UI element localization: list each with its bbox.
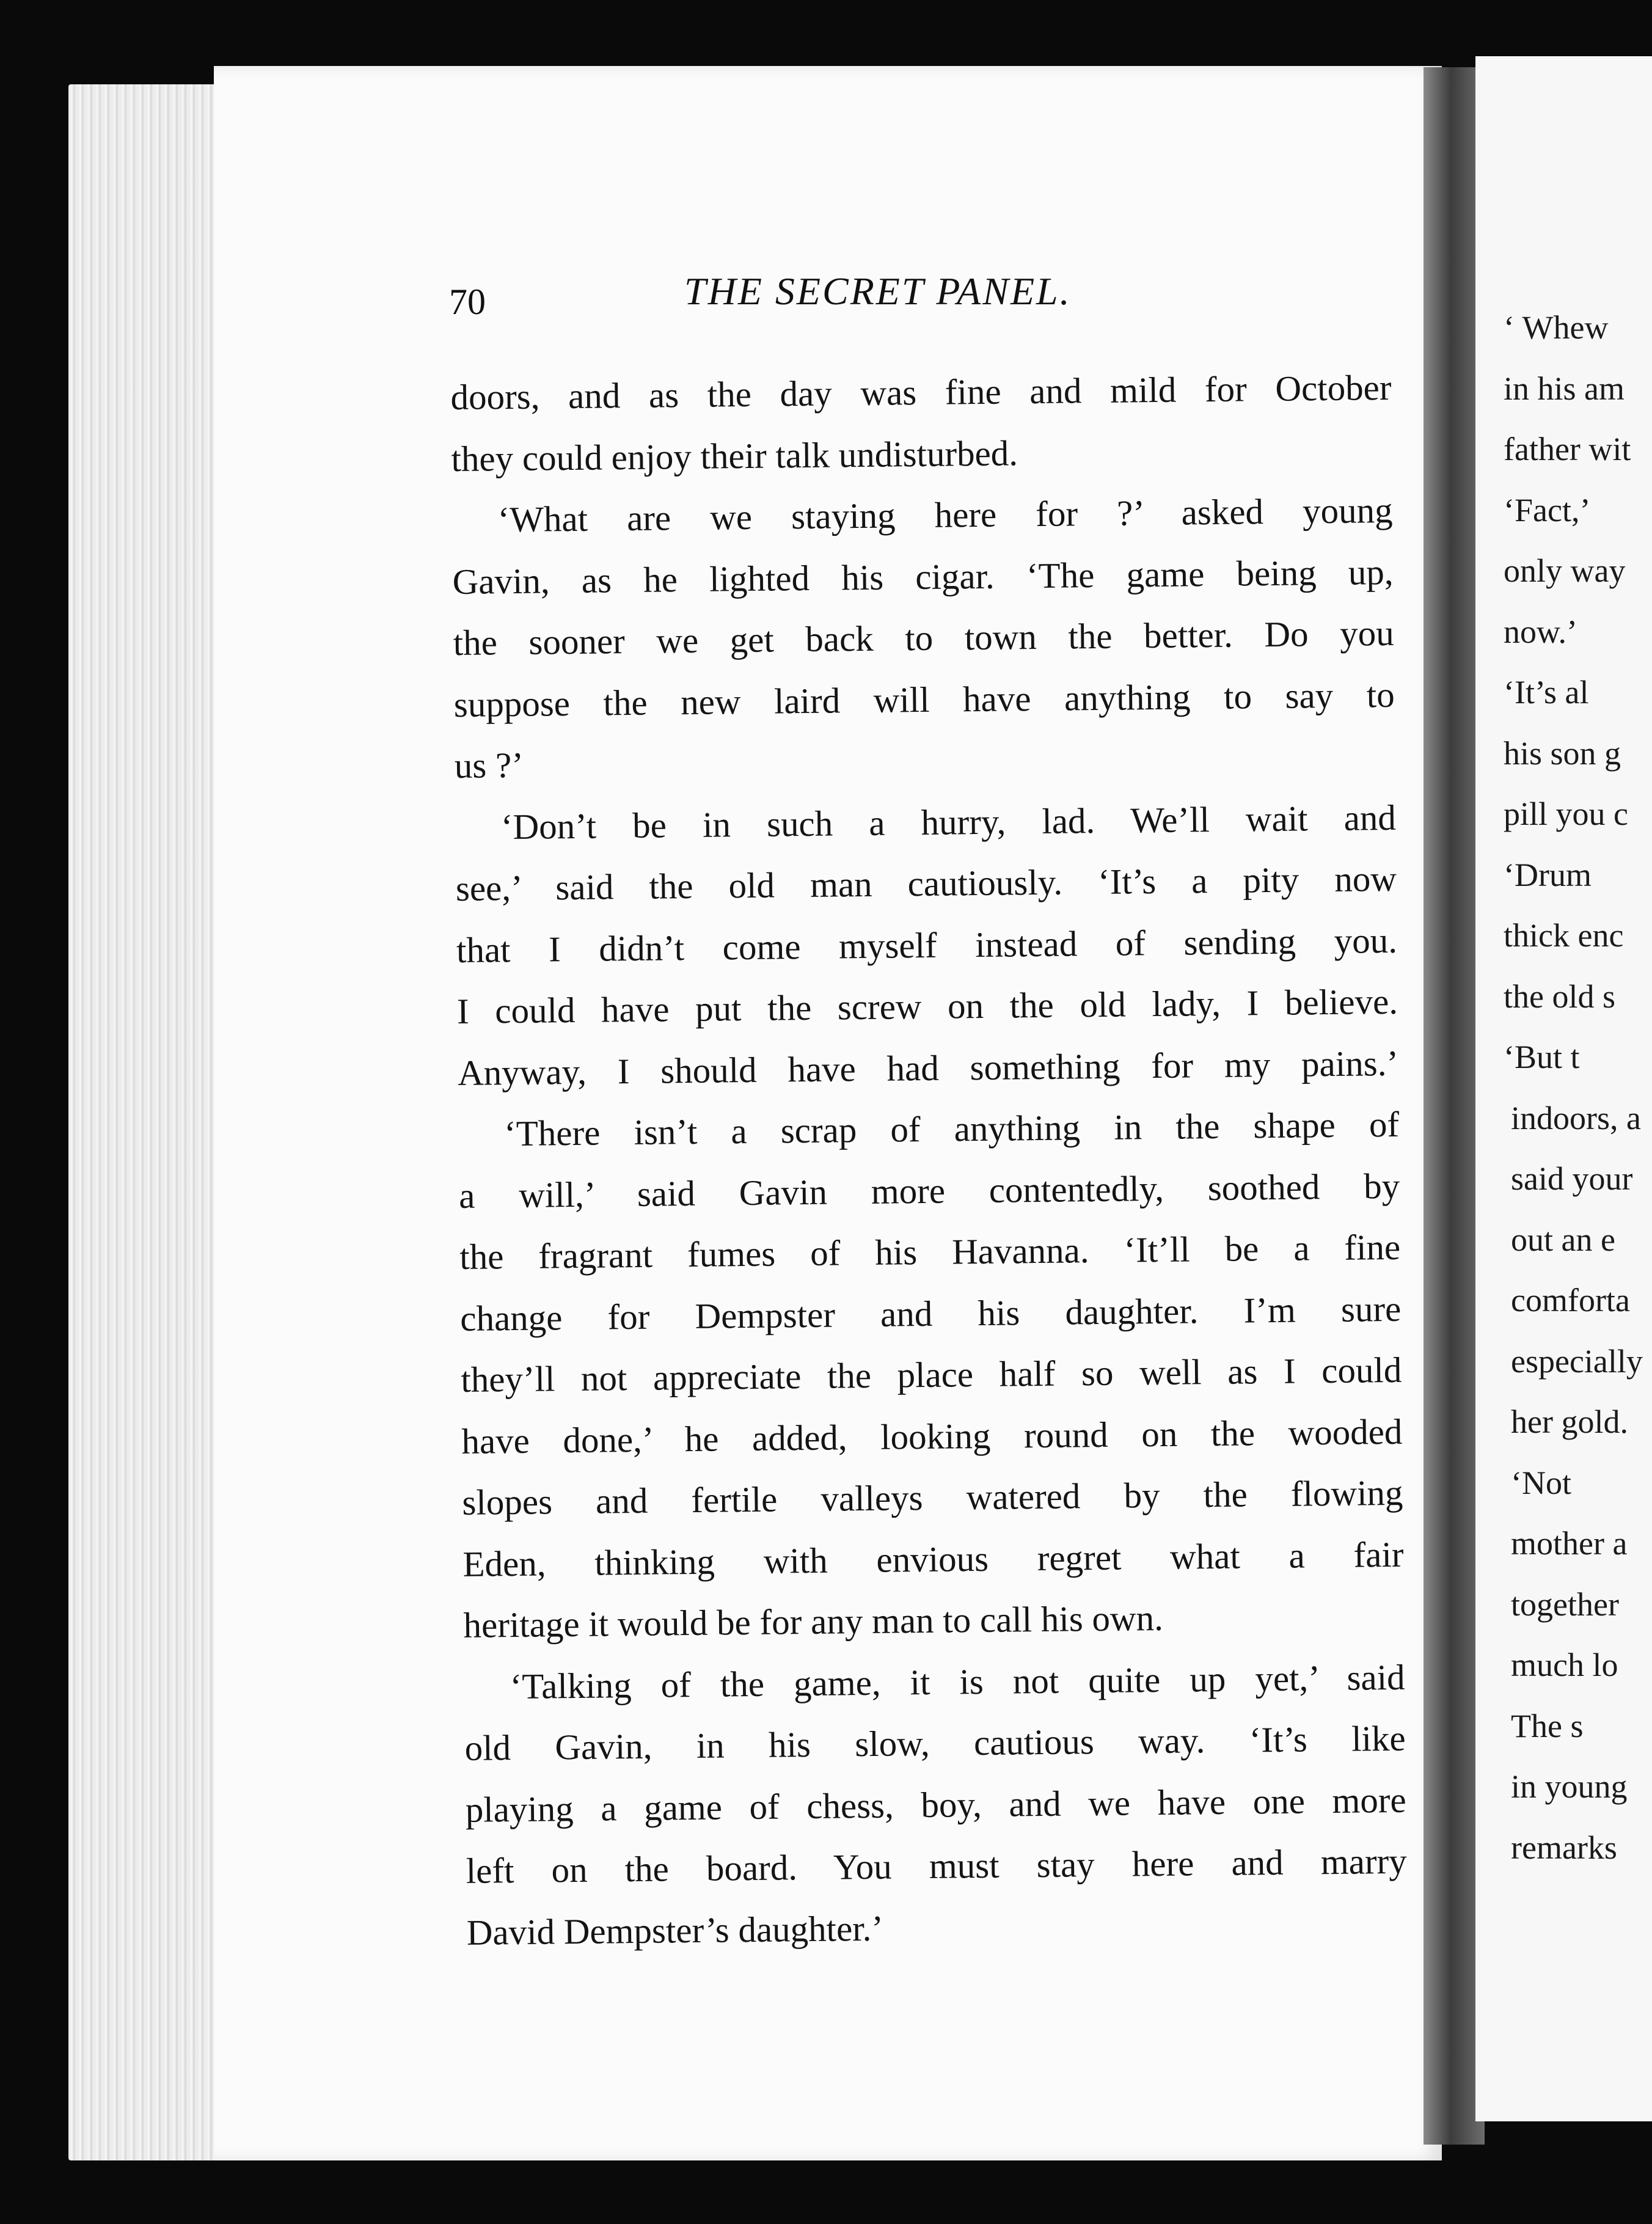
text-line: the sooner we get back to town the better. Do you [453, 612, 1394, 663]
text-line: ‘There isn’t a scrap of anything in the shape of [503, 1103, 1400, 1154]
text-line: they’ll not appreciate the place half so well as I could [461, 1349, 1402, 1400]
text-line: us ?’ [454, 744, 524, 786]
text-line: I could have put the screw on the old lady, I believe. [456, 981, 1398, 1031]
facing-page-line: the old s [1504, 978, 1615, 1015]
body-text [450, 357, 1408, 1963]
facing-page-line: ‘Not [1511, 1464, 1571, 1501]
page-edges [68, 84, 221, 2160]
facing-page [1475, 56, 1652, 2121]
facing-page-line: pill you c [1504, 796, 1628, 832]
facing-page-line: only way [1504, 552, 1626, 589]
facing-page-line: his son g [1504, 734, 1621, 772]
facing-page-line: comforta [1511, 1282, 1630, 1319]
text-line: ‘Talking of the game, it is not quite up yet,’ said [510, 1656, 1405, 1706]
facing-page-line: ‘ Whew [1504, 309, 1609, 346]
text-line: the fragrant fumes of his Havanna. ‘It’ll be a fine [459, 1226, 1401, 1277]
text-line: left on the board. You must stay here and marry [466, 1840, 1408, 1891]
running-title: THE SECRET PANEL. [684, 269, 1072, 313]
facing-page-line: remarks [1511, 1829, 1617, 1866]
facing-page-line: father wit [1504, 431, 1631, 467]
text-line: ‘Don’t be in such a hurry, lad. We’ll wait and [500, 797, 1397, 847]
facing-page-line: indoors, a [1511, 1099, 1641, 1136]
text-line: they could enjoy their talk undisturbed. [451, 432, 1018, 479]
text-line: slopes and fertile valleys watered by the flowing [462, 1472, 1403, 1523]
text-line: change for Dempster and his daughter. I’m sure [459, 1288, 1402, 1339]
text-line: Anyway, I should have had something for my pains.’ [457, 1042, 1399, 1093]
facing-page-line: mother a [1511, 1525, 1628, 1562]
facing-page-line: The s [1511, 1707, 1584, 1744]
text-line: David Dempster’s daughter.’ [466, 1908, 884, 1953]
text-line: suppose the new laird will have anything to say to [453, 674, 1395, 725]
text-line: Eden, thinking with envious regret what a fair [462, 1534, 1404, 1584]
facing-page-line: thick enc [1504, 917, 1624, 954]
text-line: see,’ said the old man cautiously. ‘It’s a pity now [455, 858, 1397, 909]
facing-page-line: ‘It’s al [1504, 674, 1589, 711]
facing-page-line: in his am [1504, 370, 1625, 407]
facing-page-line: ‘Fact,’ [1504, 491, 1591, 529]
text-line: heritage it would be for any man to call his own. [463, 1597, 1164, 1645]
page-number: 70 [449, 282, 486, 322]
facing-page-line: out an e [1511, 1221, 1615, 1258]
facing-page-line: ‘Drum [1504, 856, 1592, 893]
text-line: ‘What are we staying here for ?’ asked young [497, 489, 1393, 540]
facing-page-line: said your [1511, 1160, 1633, 1197]
facing-page-line: her gold. [1511, 1403, 1628, 1440]
text-line: doors, and as the day was fine and mild for October [450, 367, 1392, 417]
text-line: playing a game of chess, boy, and we have one more [465, 1779, 1406, 1830]
facing-page-line: ‘But t [1504, 1039, 1580, 1075]
facing-page-line: especially [1511, 1342, 1643, 1380]
facing-page-line: together [1511, 1586, 1619, 1623]
text-line: Gavin, as he lighted his cigar. ‘The game being up, [452, 551, 1394, 602]
text-line: that I didn’t come myself instead of sending you. [456, 920, 1398, 970]
text-line: old Gavin, in his slow, cautious way. ‘It’s like [464, 1717, 1406, 1768]
text-line: have done,’ he added, looking round on the wooded [461, 1411, 1403, 1461]
facing-page-line: much lo [1511, 1647, 1618, 1683]
running-header [449, 269, 1408, 324]
text-line: a will,’ said Gavin more contentedly, soothed by [458, 1165, 1400, 1216]
facing-page-line: in young [1511, 1768, 1628, 1805]
facing-page-line: now.’ [1504, 613, 1577, 650]
